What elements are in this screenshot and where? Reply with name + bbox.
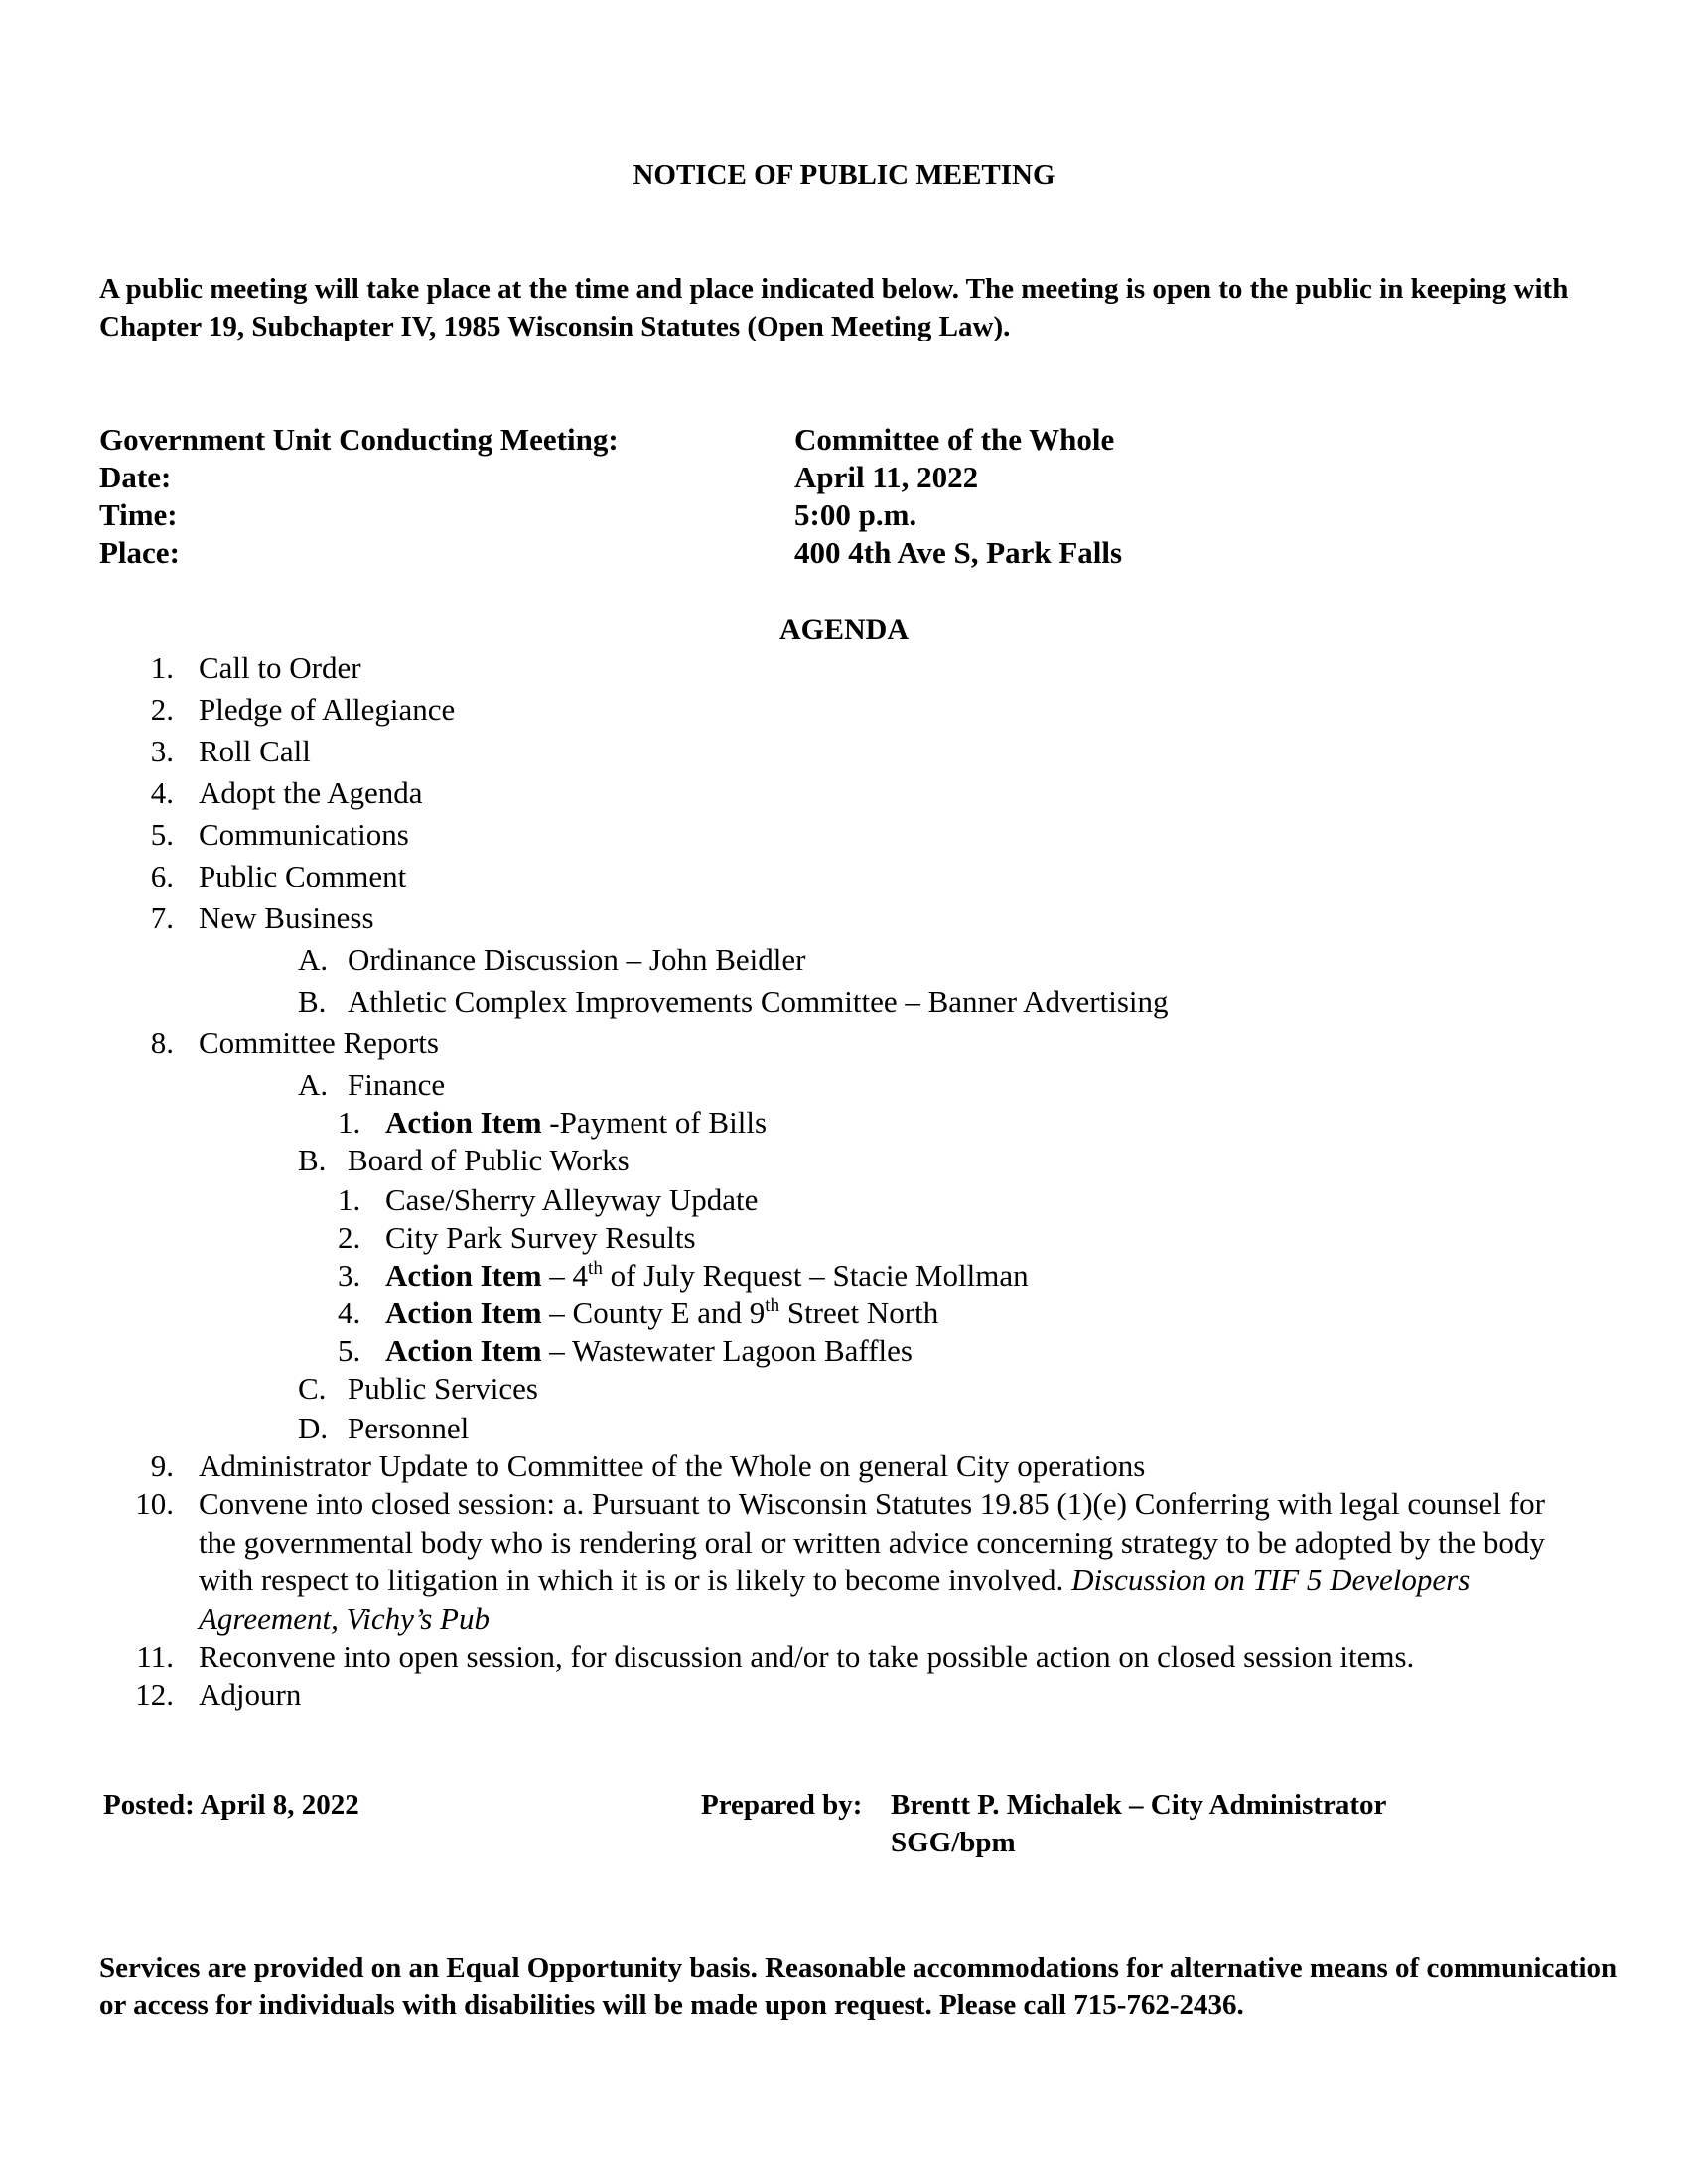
agenda-heading: AGENDA (778, 614, 909, 646)
agenda-item: Public Comment (199, 859, 407, 893)
sub-item: Personnel (348, 1411, 470, 1445)
prepared-by-label: Prepared by: (701, 1789, 863, 1821)
agenda-item-number: 5. (150, 817, 174, 852)
agenda-item: New Business (199, 900, 374, 935)
posted-date: Posted: April 8, 2022 (103, 1789, 359, 1821)
equal-opportunity-notice: Services are provided on an Equal Opportunity basis. Reasonable accommodations for alternative means of communication or access for individuals with disabilities will be made upon request. Please call 715-762-2436. (99, 1952, 1618, 2021)
agenda-item-number: 8. (150, 1025, 174, 1060)
sub-item: Public Services (348, 1371, 538, 1406)
sub-item-letter: A. (298, 1067, 329, 1102)
sub-sub-item-number: 2. (338, 1220, 361, 1255)
agenda-item-number: 2. (150, 692, 174, 727)
sub-item-letter: C. (298, 1371, 327, 1406)
agenda-item-number: 7. (150, 900, 174, 935)
unit-label: Government Unit Conducting Meeting: (99, 422, 619, 457)
preparer-name: Brentt P. Michalek – City Administrator (891, 1789, 1387, 1821)
agenda-item: Committee Reports (199, 1025, 439, 1060)
sub-sub-item-number: 1. (338, 1105, 361, 1140)
unit-value: Committee of the Whole (794, 422, 1115, 457)
agenda-item-number: 1. (150, 650, 174, 685)
sub-item-letter: D. (298, 1411, 329, 1445)
agenda-item-number: 3. (150, 734, 174, 768)
sub-sub-item-number: 4. (338, 1296, 361, 1330)
agenda-item-number: 12. (135, 1677, 174, 1711)
sub-item-letter: B. (298, 984, 327, 1019)
agenda-item: Roll Call (199, 734, 311, 768)
document-title: NOTICE OF PUBLIC MEETING (633, 159, 1055, 191)
intro-paragraph: A public meeting will take place at the time and place indicated below. The meeting is open to the public in keeping with Chapter 19, Subchapter IV, 1985 Wisconsin Statutes (Open Meeting Law). (99, 273, 1569, 342)
agenda-item: Administrator Update to Committee of the Whole on general City operations (199, 1448, 1146, 1483)
place-value: 400 4th Ave S, Park Falls (794, 535, 1123, 570)
sub-sub-item: Action Item – Wastewater Lagoon Baffles (385, 1333, 913, 1368)
sub-item-letter: A. (298, 942, 329, 977)
date-value: April 11, 2022 (794, 460, 979, 494)
sub-sub-item-number: 3. (338, 1258, 361, 1293)
agenda-item: Reconvene into open session, for discussion and/or to take possible action on closed session items. (199, 1639, 1415, 1674)
agenda-item: Adjourn (199, 1677, 302, 1711)
agenda-item-number: 11. (136, 1639, 174, 1674)
sub-sub-item: Case/Sherry Alleyway Update (385, 1182, 759, 1217)
sub-sub-item: City Park Survey Results (385, 1220, 696, 1255)
date-label: Date: (99, 460, 172, 494)
sub-sub-item: Action Item – County E and 9th Street North (385, 1296, 939, 1330)
sub-item: Ordinance Discussion – John Beidler (348, 942, 806, 977)
sub-sub-item-number: 5. (338, 1333, 361, 1368)
sub-sub-item: Action Item – 4th of July Request – Stacie Mollman (385, 1258, 1029, 1293)
agenda-item-number: 9. (150, 1448, 174, 1483)
sub-sub-item-number: 1. (338, 1182, 361, 1217)
agenda-item-number: 4. (150, 775, 174, 810)
time-label: Time: (99, 497, 178, 532)
place-label: Place: (99, 535, 180, 570)
agenda-item-closed-session: Convene into closed session: a. Pursuant to Wisconsin Statutes 19.85 (1)(e) Conferring with legal counsel for the governmental body who is rendering oral or written advice concerning strategy to be adopted by the body with respect to litigation in which it is or is likely to become involved. Discussion on TIF 5 Developers Agreement, Vichy’s Pub (199, 1486, 1545, 1636)
agenda-item: Communications (199, 817, 409, 852)
sub-item-letter: B. (298, 1143, 327, 1177)
agenda-item-number: 10. (135, 1486, 174, 1521)
agenda-item: Call to Order (199, 650, 361, 685)
sub-sub-item: Action Item -Payment of Bills (385, 1105, 768, 1140)
agenda-item: Adopt the Agenda (199, 775, 423, 810)
agenda-item-number: 6. (150, 859, 174, 893)
time-value: 5:00 p.m. (794, 497, 917, 532)
agenda-item: Pledge of Allegiance (199, 692, 456, 727)
sub-item: Athletic Complex Improvements Committee – Banner Advertising (348, 984, 1169, 1019)
sub-item: Board of Public Works (348, 1143, 630, 1177)
preparer-initials: SGG/bpm (891, 1827, 1016, 1858)
sub-item: Finance (348, 1067, 446, 1102)
